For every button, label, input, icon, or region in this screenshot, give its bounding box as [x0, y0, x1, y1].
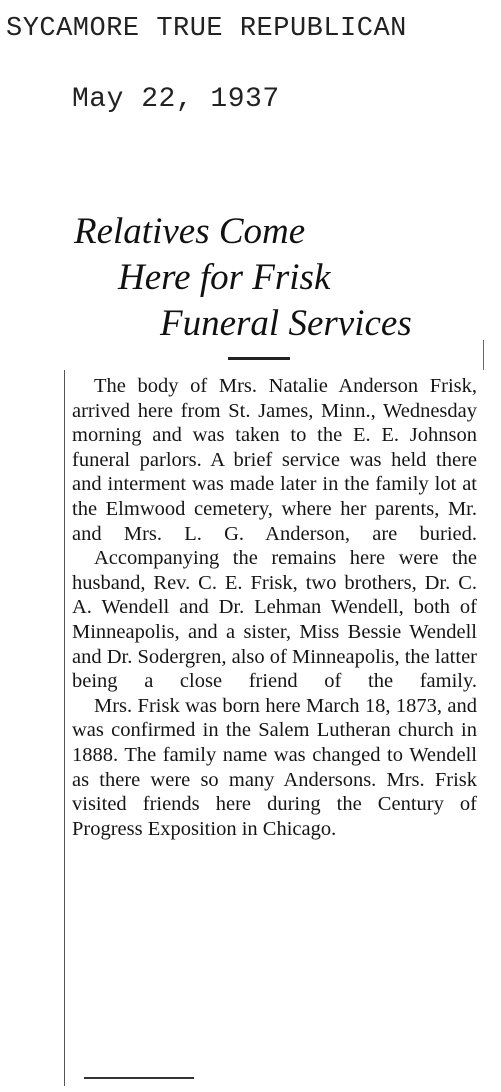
column-edge-mark — [483, 340, 484, 370]
publication-date: May 22, 1937 — [72, 84, 280, 115]
article-paragraph-3: Mrs. Frisk was born here March 18, 1873, and was confirmed in the Salem Lutheran church in 1888. The family name was changed to Wendell as there were so many Andersons. Mrs. Frisk visited friends here during the Century of Progress Exposition in Chicago. — [72, 694, 477, 840]
article-body — [72, 374, 477, 841]
newspaper-source-label: SYCAMORE TRUE REPUBLICAN — [6, 14, 407, 44]
article-paragraph-1: The body of Mrs. Natalie Anderson Frisk, arrived here from St. James, Minn., Wednesday morning and was taken to the E. E. Johnson funeral parlors. A brief service was held there and interment was made later in the family lot at the Elmwood cemetery, where her parents, Mr. and Mrs. L. G. Anderson, are buried. — [72, 375, 477, 545]
headline-line-2: Here for Frisk — [118, 257, 331, 298]
headline-line-1: Relatives Come — [74, 211, 306, 252]
headline-line-3: Funeral Services — [160, 303, 412, 344]
headline-divider-rule — [228, 357, 290, 360]
article-paragraph-2: Accompanying the remains here were the husband, Rev. C. E. Frisk, two brothers, Dr. C. A. Wendell and Dr. Lehman Wendell, both of Minneapolis, and a sister, Miss Bessie Wendell and Dr. Sodergren, also of Minneapolis, the latter being a close friend of the family. — [72, 547, 477, 693]
article-end-rule — [84, 1077, 194, 1079]
column-left-border — [64, 370, 65, 1086]
